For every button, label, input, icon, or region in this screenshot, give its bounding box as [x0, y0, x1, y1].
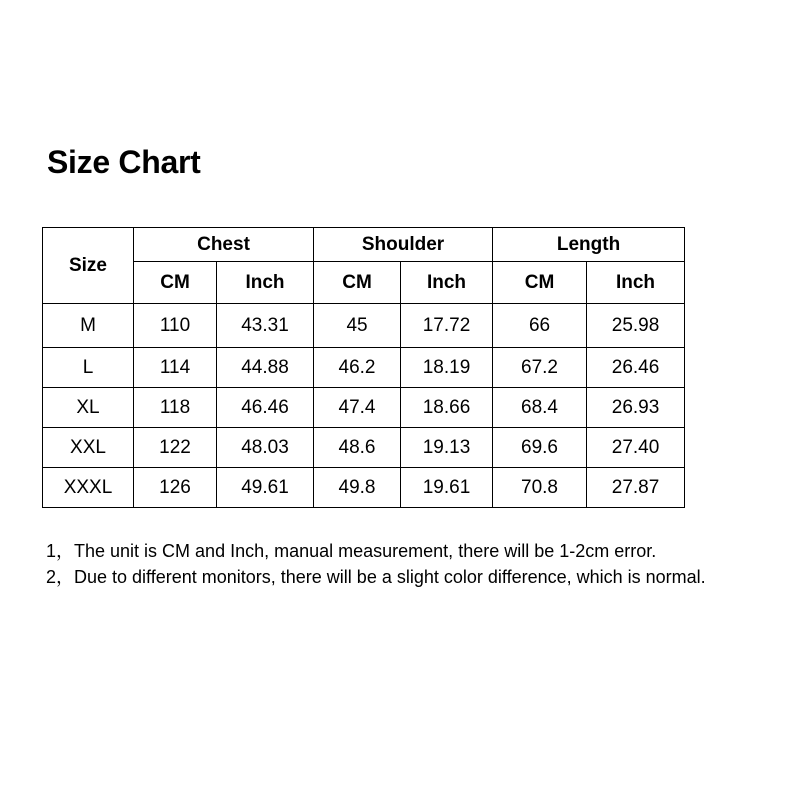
size-cell: M	[43, 304, 134, 348]
table-cell: 25.98	[587, 304, 685, 348]
table-cell: 43.31	[217, 304, 314, 348]
table-cell: 26.46	[587, 348, 685, 388]
table-header-row	[43, 228, 685, 262]
table-cell: 17.72	[401, 304, 493, 348]
unit-header: Inch	[217, 262, 314, 304]
table-cell: 27.87	[587, 468, 685, 508]
size-chart-table	[42, 227, 685, 508]
table-cell: 118	[134, 388, 217, 428]
table-cell: 18.19	[401, 348, 493, 388]
table-cell: 44.88	[217, 348, 314, 388]
table-cell: 26.93	[587, 388, 685, 428]
table-cell: 18.66	[401, 388, 493, 428]
table-cell: 46.2	[314, 348, 401, 388]
unit-header: CM	[134, 262, 217, 304]
unit-header: CM	[314, 262, 401, 304]
note-line: 2，Due to different monitors, there will be a slight color difference, which is normal.	[46, 567, 706, 587]
table-row	[43, 468, 685, 508]
size-cell: XL	[43, 388, 134, 428]
chest-group-header: Chest	[134, 228, 314, 262]
table-cell: 19.13	[401, 428, 493, 468]
table-cell: 46.46	[217, 388, 314, 428]
table-cell: 69.6	[493, 428, 587, 468]
notes-section	[46, 538, 706, 590]
size-cell: L	[43, 348, 134, 388]
table-cell: 66	[493, 304, 587, 348]
table-row	[43, 428, 685, 468]
table-cell: 49.61	[217, 468, 314, 508]
table-cell: 68.4	[493, 388, 587, 428]
size-cell: XXL	[43, 428, 134, 468]
table-row	[43, 388, 685, 428]
table-cell: 126	[134, 468, 217, 508]
unit-header: Inch	[401, 262, 493, 304]
note-line: 1，The unit is CM and Inch, manual measurement, there will be 1-2cm error.	[46, 541, 657, 561]
table-cell: 48.6	[314, 428, 401, 468]
table-cell: 19.61	[401, 468, 493, 508]
table-cell: 70.8	[493, 468, 587, 508]
table-cell: 49.8	[314, 468, 401, 508]
table-cell: 47.4	[314, 388, 401, 428]
table-row	[43, 348, 685, 388]
size-column-header: Size	[43, 228, 134, 304]
table-cell: 114	[134, 348, 217, 388]
unit-header: Inch	[587, 262, 685, 304]
table-cell: 110	[134, 304, 217, 348]
size-cell: XXXL	[43, 468, 134, 508]
table-row	[43, 304, 685, 348]
table-cell: 48.03	[217, 428, 314, 468]
table-cell: 27.40	[587, 428, 685, 468]
table-unit-row	[43, 262, 685, 304]
shoulder-group-header: Shoulder	[314, 228, 493, 262]
table-cell: 67.2	[493, 348, 587, 388]
table-cell: 122	[134, 428, 217, 468]
page-title: Size Chart	[47, 144, 201, 180]
table-cell: 45	[314, 304, 401, 348]
unit-header: CM	[493, 262, 587, 304]
length-group-header: Length	[493, 228, 685, 262]
